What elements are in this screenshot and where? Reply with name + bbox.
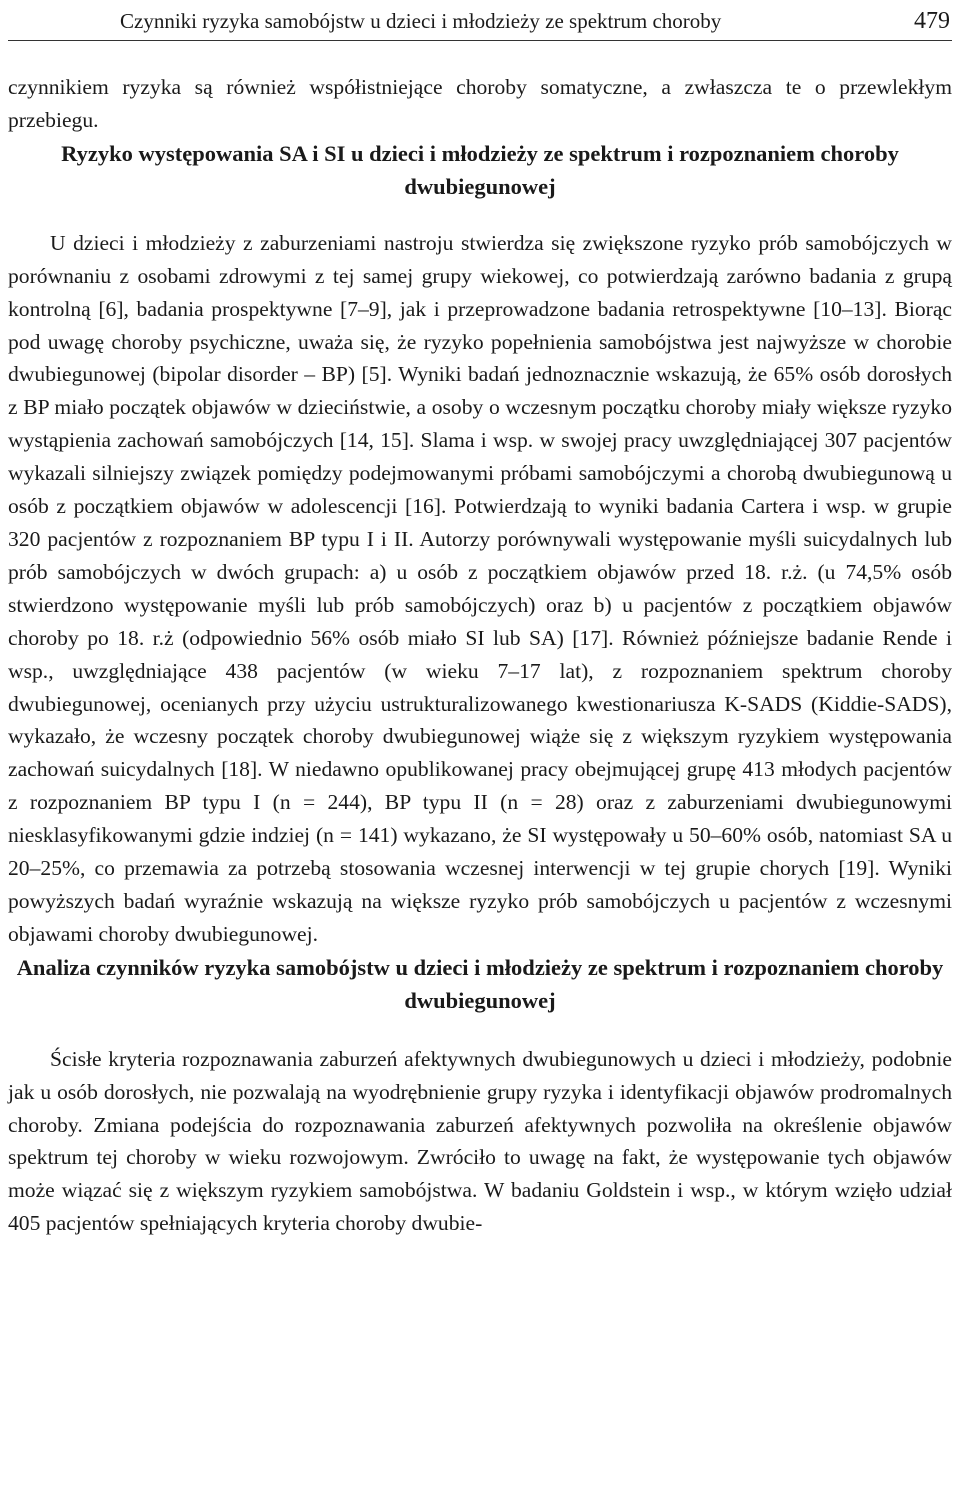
continuation-paragraph: czynnikiem ryzyka są również współistniejące choroby somatyczne, a zwłaszcza te o przewlekłym przebiegu.: [8, 75, 952, 132]
risk-paragraph: U dzieci i młodzieży z zaburzeniami nastroju stwierdza się zwiększone ryzyko prób samobójczych w porównaniu z osobami zdrowymi z tej samej grupy wiekowej, co potwierdzają zarówno badania z grupą kontrolną [6], badania prospektywne [7–9], jak i przeprowadzone badania retrospektywne [10–13]. Biorąc pod uwagę choroby psychiczne, uważa się, że ryzyko popełnienia samobójstwa jest najwyższe w chorobie dwubiegunowej (bipolar disorder – BP) [5]. Wyniki badań jednoznacznie wskazują, że 65% osób dorosłych z BP miało początek objawów w dzieciństwie, a osoby o wczesnym początku choroby miały większe ryzyko wystąpienia zachowań samobójczych [14, 15]. Slama i wsp. w swojej pracy uwzględniającej 307 pacjentów wykazali silniejszy związek pomiędzy podejmowanymi próbami samobójczymi a chorobą dwubiegunową u osób z początkiem objawów w adolescencji [16]. Potwierdzają to wyniki badania Cartera i wsp. w grupie 320 pacjentów z rozpoznaniem BP typu I i II. Autorzy porównywali występowanie myśli suicydalnych lub prób samobójczych w dwóch grupach: a) u osób z początkiem objawów przed 18. r.ż. (u 74,5% osób stwierdzono występowanie myśli lub prób samobójczych) oraz b) u pacjentów z początkiem objawów choroby po 18. r.ż (odpowiednio 56% osób miało SI lub SA) [17]. Również późniejsze badanie Rende i wsp., uwzględniające 438 pacjentów (w wieku 7–17 lat), z rozpoznaniem spektrum choroby dwubiegunowej, ocenianych przy użyciu ustrukturalizowanego kwestionariusza K-SADS (Kiddie-SADS), wykazało, że wczesny początek choroby dwubiegunowej wiąże się z większym ryzykiem występowania zachowań suicydalnych [18]. W niedawno opublikowanej pracy obejmującej grupę 413 młodych pacjentów z rozpoznaniem BP typu I (n = 244), BP typu II (n = 28) oraz z zaburzeniami dwubiegunowymi niesklasyfikowanymi gdzie indziej (n = 141) wykazano, że SI występowały u 50–60% osób, natomiast SA u 20–25%, co przemawia za potrzebą stosowania wczesnej interwencji w tej grupie chorych [19]. Wyniki powyższych badań wyraźnie wskazują na większe ryzyko prób samobójczych u pacjentów z wczesnymi objawami choroby dwubiegunowej.: [8, 230, 952, 946]
running-title: Czynniki ryzyka samobójstw u dzieci i młodzieży ze spektrum choroby: [120, 9, 722, 33]
section-heading-risk: Ryzyko występowania SA i SI u dzieci i młodzieży ze spektrum i rozpoznaniem choroby dwubiegunowej: [61, 140, 899, 199]
running-header: [8, 0, 952, 41]
page-number: 479: [914, 8, 950, 34]
section-heading-analysis: Analiza czynników ryzyka samobójstw u dzieci i młodzieży ze spektrum i rozpoznaniem choroby dwubiegunowej: [16, 954, 944, 1013]
analysis-paragraph: Ścisłe kryteria rozpoznawania zaburzeń afektywnych dwubiegunowych u dzieci i młodzieży, podobnie jak u osób dorosłych, nie pozwalają na wyodrębnienie grupy ryzyka i identyfikacji objawów prodromalnych choroby. Zmiana podejścia do rozpoznawania zaburzeń afektywnych pozwoliła na określenie objawów spektrum tej choroby w wieku rozwojowym. Zwróciło to uwagę na fakt, że występowanie tych objawów może wiązać się z większym ryzykiem samobójstwa. W badaniu Goldstein i wsp., w którym wzięło udział 405 pacjentów spełniających kryteria choroby dwubie-: [8, 1046, 952, 1236]
